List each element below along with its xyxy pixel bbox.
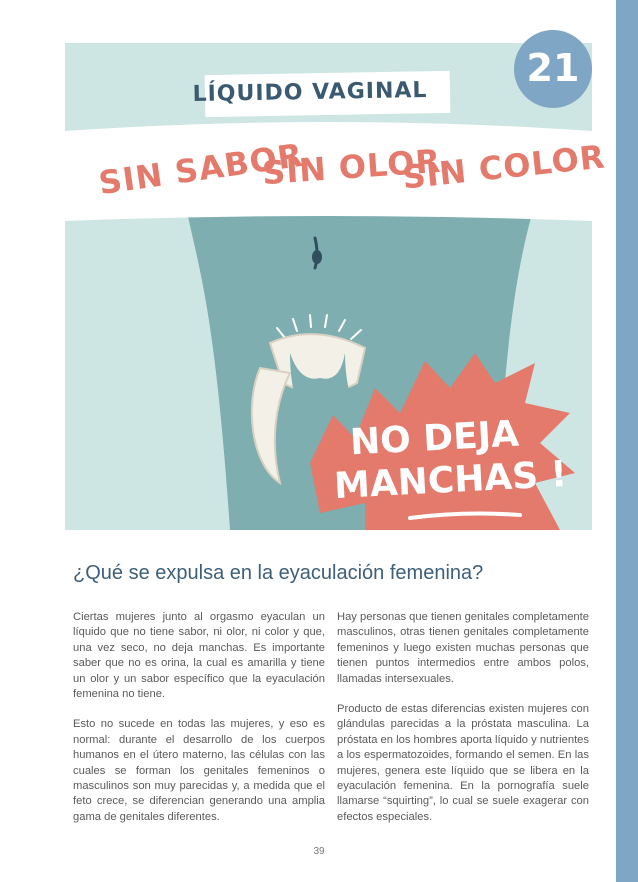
paragraph: Ciertas mujeres junto al orgasmo eyaculan un líquido que no tiene sabor, ni olor, ni color y que, una vez seco, no deja manchas. Es importante saber que no es orina, la cual es amarilla y tiene un olor y un sabor específico que la eyaculación femenina no tiene.	[73, 611, 325, 701]
label-sin-color: SIN COLOR	[400, 137, 608, 197]
text-column-left	[73, 610, 325, 840]
section-heading: ¿Qué se expulsa en la eyaculación femenina?	[73, 562, 484, 584]
label-sin-sabor: SIN SABOR	[96, 135, 306, 203]
chapter-number: 21	[526, 46, 580, 90]
page-number: 39	[313, 846, 325, 857]
side-color-strip	[616, 0, 638, 882]
burst-text-line1: NO DEJA	[349, 413, 520, 464]
text-column-right	[337, 610, 589, 840]
label-sin-olor: SIN OLOR	[260, 141, 443, 193]
illustration-title: LÍQUIDO VAGINAL	[192, 77, 428, 108]
paragraph: Esto no sucede en todas las mujeres, y eso es normal: durante el desarrollo de los cuerpos humanos en el útero materno, las células con las cuales se forman los genitales femeninos o masculinos son muy parecidas y, a medida que el feto crece, se diferencian generando una amplia gama de genitales diferentes.	[73, 718, 325, 823]
chapter-badge	[514, 30, 592, 108]
burst-text-line2: MANCHAS !	[333, 453, 569, 508]
paragraph: Producto de estas diferencias existen mujeres con glándulas parecidas a la próstata masculina. La próstata en los hombres aporta líquido y nutrientes a los espermatozoides, formando el semen. En las mujeres, genera este líquido que se libera en la eyaculación femenina. En la pornografía suele llamarse “squirting”, lo cual se suele exagerar con efectos especiales.	[337, 703, 589, 823]
paragraph: Hay personas que tienen genitales completamente masculinos, otras tienen genitales completamente femeninos y luego existen muchas personas que tienen puntos intermedios entre ambos polos, llamadas intersexuales.	[337, 611, 589, 685]
